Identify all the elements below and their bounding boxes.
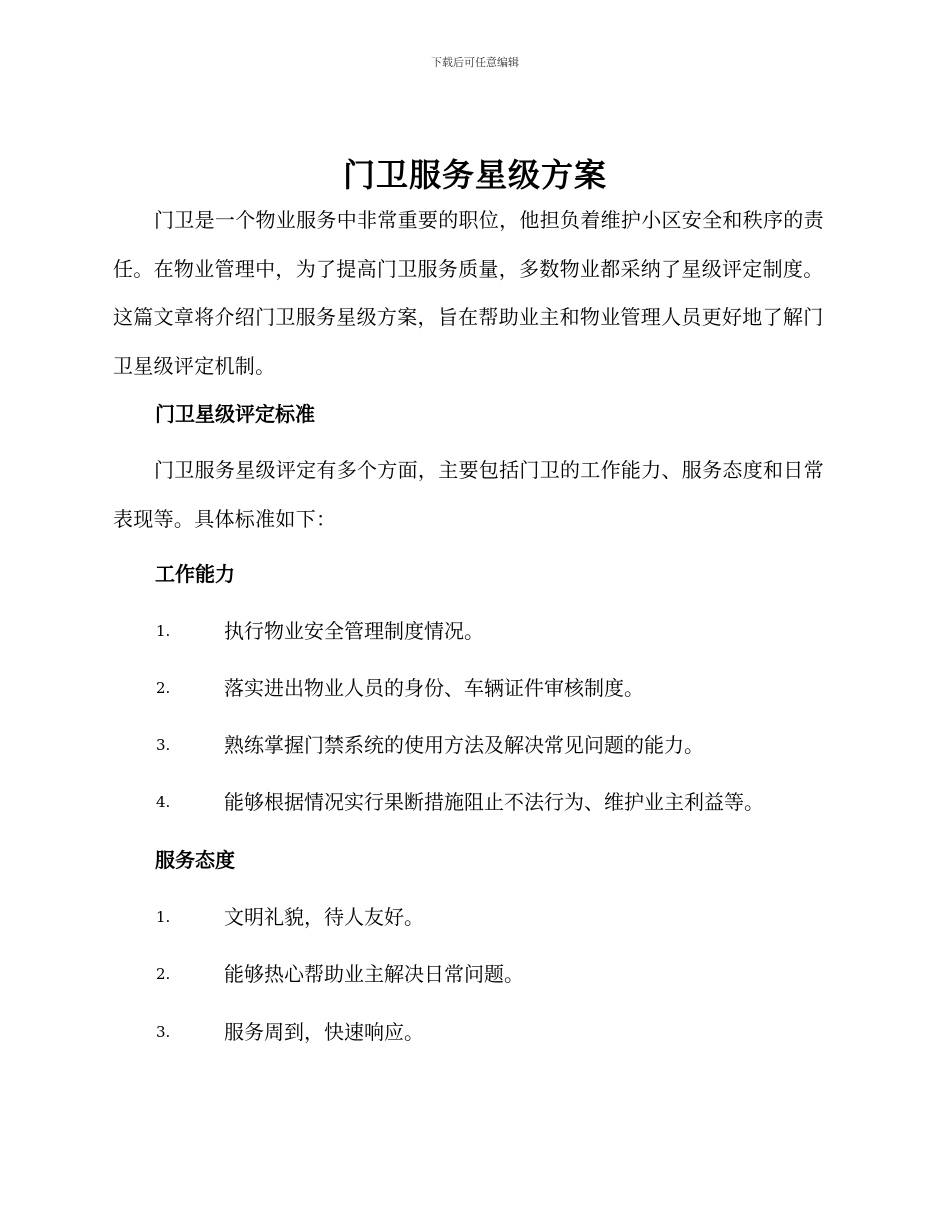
subheading-work-ability: 工作能力	[155, 562, 235, 586]
section-paragraph: 门卫服务星级评定有多个方面，主要包括门卫的工作能力、服务态度和日常表现等。具体标准如下：	[113, 458, 824, 531]
attitude-item-number: 2.	[156, 965, 171, 983]
ability-item-number: 2.	[156, 679, 171, 697]
ability-item-text: 能够根据情况实行果断措施阻止不法行为、维护业主利益等。	[224, 790, 764, 814]
section-heading-rating-standard: 门卫星级评定标准	[155, 402, 315, 426]
attitude-item-text: 服务周到，快速响应。	[224, 1020, 424, 1044]
subheading-service-attitude: 服务态度	[155, 848, 235, 872]
ability-item-number: 1.	[156, 622, 171, 640]
ability-item-text: 熟练掌握门禁系统的使用方法及解决常见问题的能力。	[224, 733, 704, 757]
ability-item-number: 4.	[156, 793, 171, 811]
attitude-item-text: 能够热心帮助业主解决日常问题。	[224, 962, 524, 986]
ability-item-number: 3.	[156, 736, 171, 754]
page-header-note: 下载后可任意编辑	[431, 56, 519, 69]
attitude-item-number: 3.	[156, 1023, 171, 1041]
document-title: 门卫服务星级方案	[342, 156, 607, 194]
attitude-item-number: 1.	[156, 908, 171, 926]
ability-item-text: 执行物业安全管理制度情况。	[224, 619, 484, 643]
attitude-item-text: 文明礼貌，待人友好。	[224, 905, 424, 929]
intro-paragraph: 门卫是一个物业服务中非常重要的职位，他担负着维护小区安全和秩序的责任。在物业管理中，为了提高门卫服务质量，多数物业都采纳了星级评定制度。这篇文章将介绍门卫服务星级方案，旨在帮助业主和物业管理人员更好地了解门卫星级评定机制。	[113, 208, 824, 378]
ability-item-text: 落实进出物业人员的身份、车辆证件审核制度。	[224, 676, 644, 700]
